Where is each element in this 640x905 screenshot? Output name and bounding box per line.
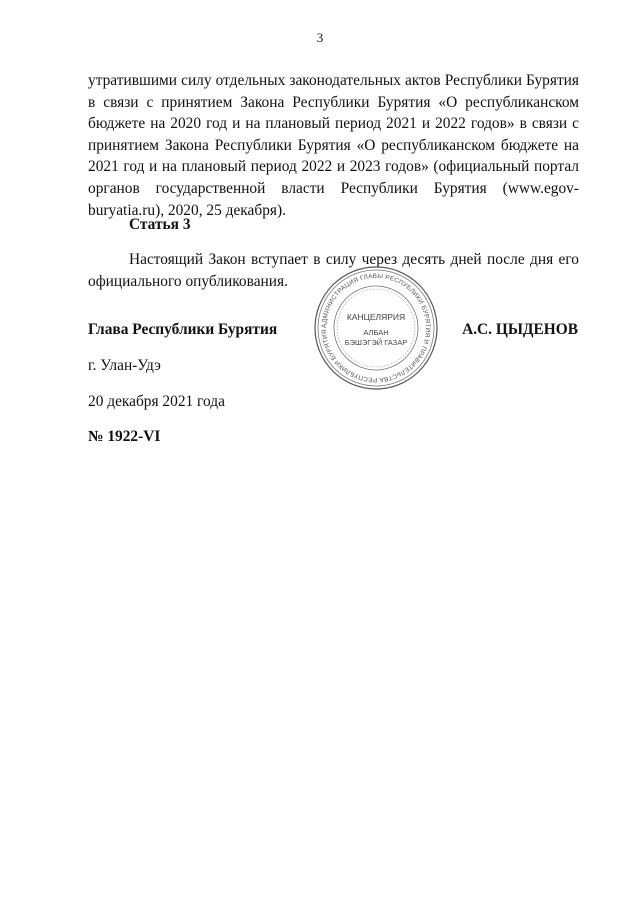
law-number: № 1922-VI — [88, 428, 161, 445]
page-number: 3 — [316, 30, 324, 45]
paragraph-2: Настоящий Закон вступает в силу через десять дней после дня его официального опубликования. — [88, 251, 579, 290]
seal-ring-text: АДМИНИСТРАЦИЯ ГЛАВЫ РЕСПУБЛИКИ БУРЯТИЯ И ПРАВИТЕЛЬСТВА РЕСПУБЛИКИ БУРЯТИЯ — [320, 272, 432, 384]
date: 20 декабря 2021 года — [88, 393, 225, 410]
paragraph-1: утратившими силу отдельных законодательных актов Республики Бурятия в связи с принятием Закона Республики Бурятия «О республиканском бюджете на 2020 год и на плановый период 2021 и 2022 годов» в связи с принятием Закона Республики Бурятия «О республиканском бюджете на 2021 год и на плановый период 2022 и 2023 годов» (официальный портал органов государственной власти Республики Бурятия (www.egov-buryatia.ru), 2020, 25 декабря). — [88, 72, 579, 219]
place: г. Улан-Удэ — [88, 357, 161, 374]
seal-center-line-1: КАНЦЕЛЯРИЯ — [346, 312, 406, 322]
official-seal — [313, 265, 439, 391]
signature-name: А.С. ЦЫДЕНОВ — [462, 321, 578, 338]
article-heading: Статья 3 — [129, 216, 191, 233]
seal-center-line-3: БЭШЭГЭЙ ГАЗАР — [344, 338, 408, 347]
seal-center-line-2: АЛБАН — [363, 328, 389, 337]
signature-title: Глава Республики Бурятия — [88, 321, 278, 338]
